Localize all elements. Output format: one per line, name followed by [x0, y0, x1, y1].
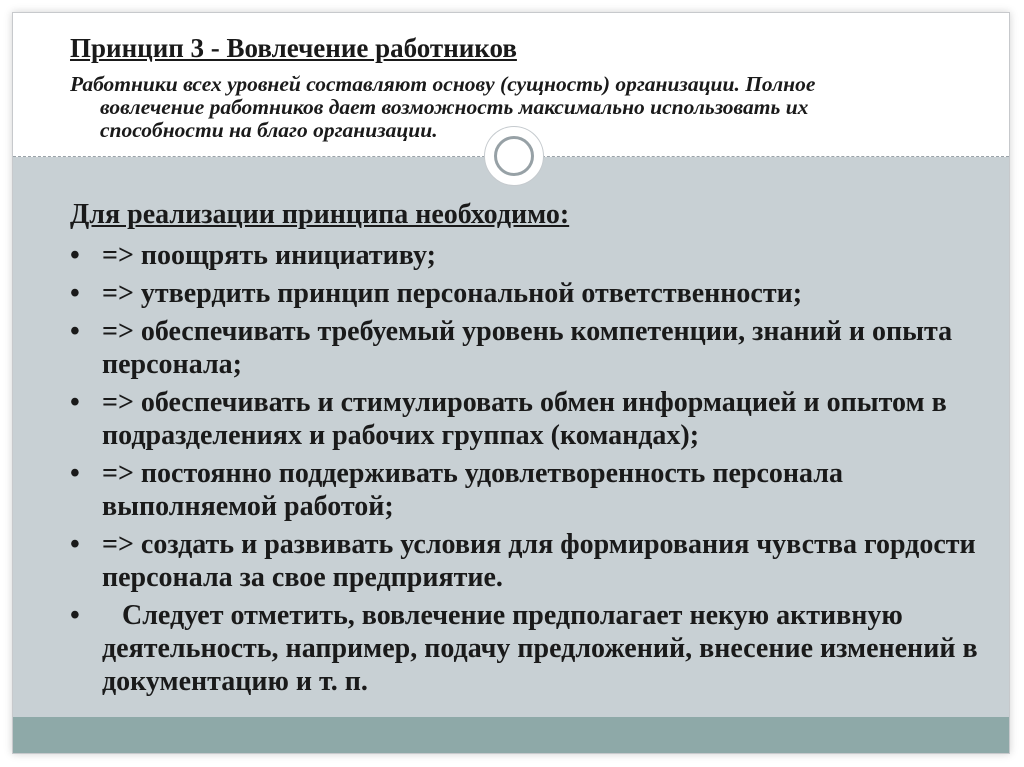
- decorative-circle-icon: [485, 127, 543, 185]
- bullet-item-4: • => обеспечивать и стимулировать обмен информацией и опытом в подразделениях и рабочих группах (командах);: [70, 387, 947, 451]
- bullet-list: [70, 239, 1005, 703]
- section-heading: Для реализации принципа необходимо:: [70, 199, 570, 230]
- bullet-item-6: • => создать и развивать условия для формирования чувства гордости персонала за свое предприятие.: [70, 529, 976, 593]
- bullet-icon: •: [70, 387, 80, 418]
- bullet-item-2: • => утвердить принцип персональной ответственности;: [70, 278, 803, 309]
- bullet-item-1: • => поощрять инициативу;: [70, 240, 436, 271]
- decorative-ring: [494, 136, 534, 176]
- bullet-icon: •: [70, 458, 80, 489]
- footer-band: [13, 717, 1009, 754]
- bullet-icon: •: [70, 529, 80, 560]
- slide-title: Принцип 3 - Вовлечение работников: [70, 33, 517, 63]
- bullet-icon: •: [70, 600, 80, 631]
- bullet-item-note: • Следует отметить, вовлечение предполагает некую активную деятельность, например, подачу предложений, внесение изменений в документацию и т. п.: [70, 600, 978, 697]
- bullet-icon: •: [70, 278, 80, 309]
- bullet-item-3: • => обеспечивать требуемый уровень компетенции, знаний и опыта персонала;: [70, 316, 953, 380]
- slide-content: [13, 157, 1009, 717]
- subtitle-line-2: вовлечение работников дает возможность максимально использовать их: [100, 95, 809, 119]
- bullet-icon: •: [70, 240, 80, 271]
- subtitle-line-1: Работники всех уровней составляют основу (сущность) организации. Полное: [70, 72, 816, 96]
- slide-frame: [12, 12, 1010, 754]
- subtitle-line-3: способности на благо организации.: [100, 118, 438, 142]
- bullet-item-5: • => постоянно поддерживать удовлетворенность персонала выполняемой работой;: [70, 458, 843, 522]
- bullet-icon: •: [70, 316, 80, 347]
